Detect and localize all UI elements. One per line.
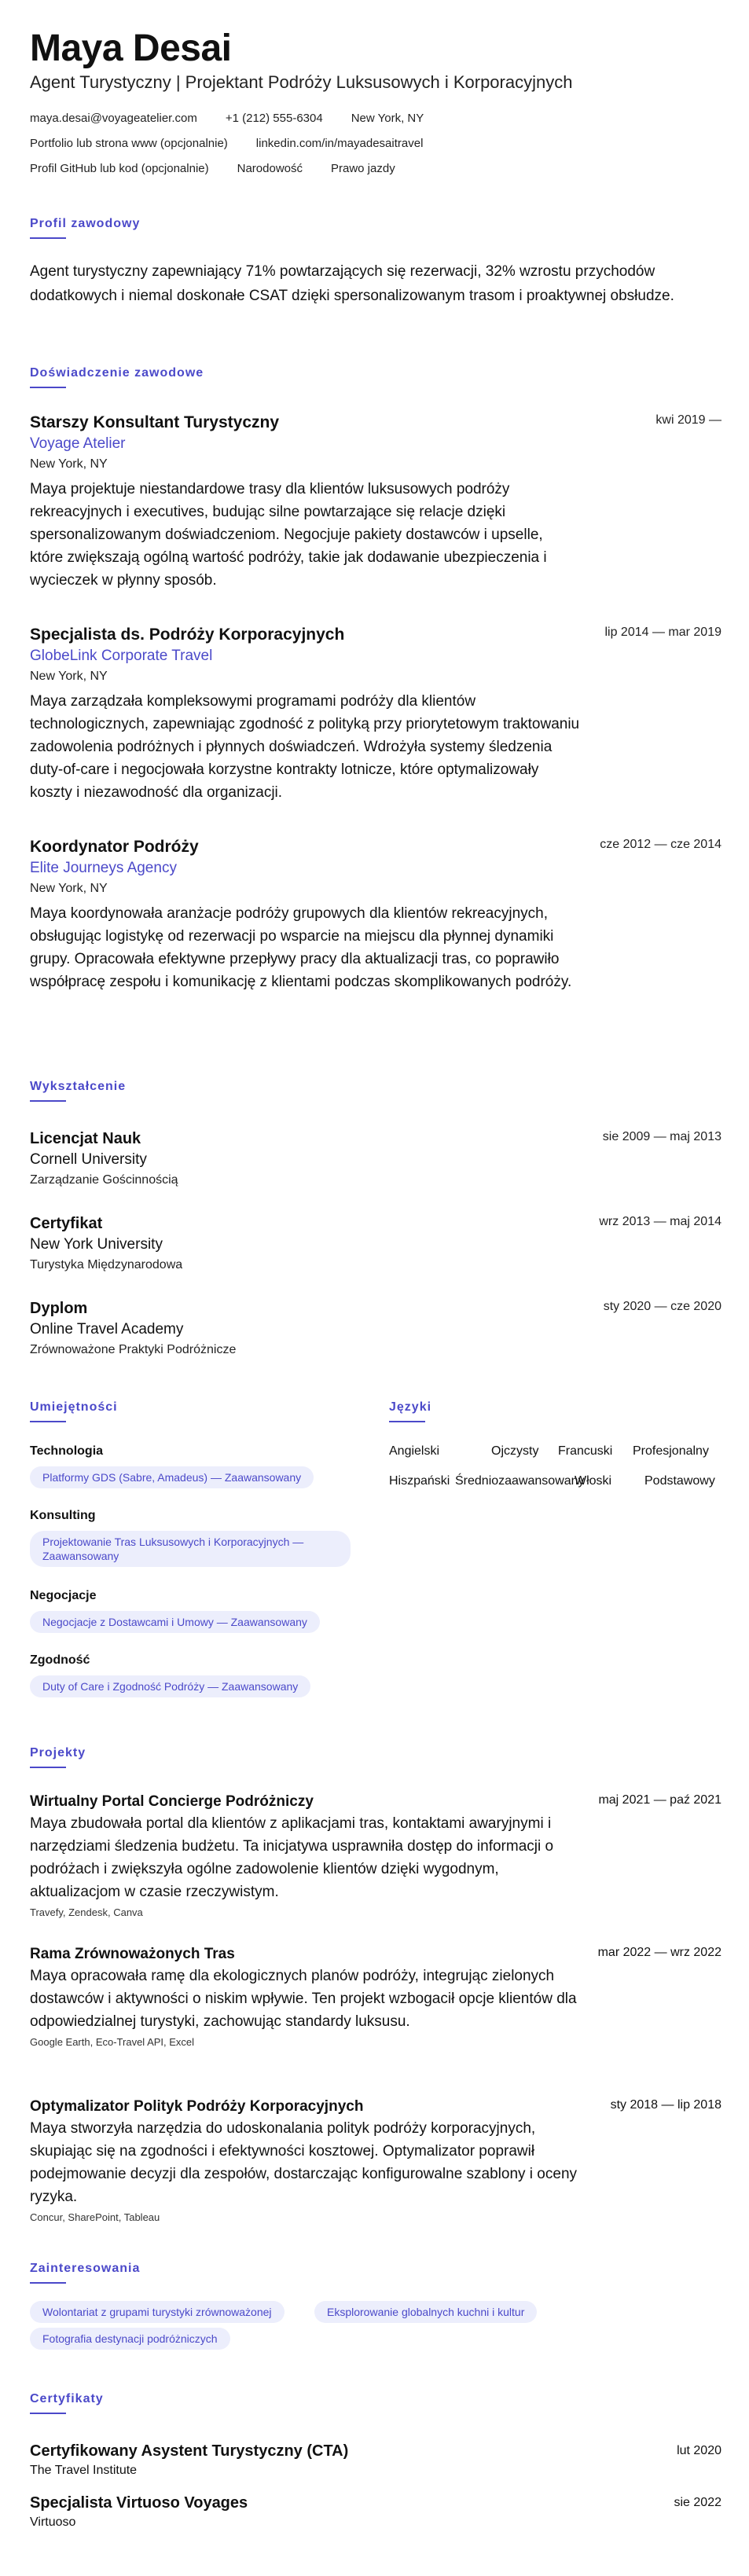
education-date: wrz 2013 — maj 2014 <box>599 1215 721 1228</box>
section-title-skills: Umiejętności <box>30 1400 118 1414</box>
contact-portfolio[interactable]: Portfolio lub strona www (opcjonalnie) <box>30 137 228 150</box>
job-title: Starszy Konsultant Turystyczny <box>30 413 280 431</box>
project-item <box>30 1793 721 1918</box>
education-field: Turystyka Międzynarodowa <box>30 1258 183 1271</box>
contact-nationality: Narodowość <box>237 162 303 175</box>
project-item <box>30 1946 721 2048</box>
job-title: Koordynator Podróży <box>30 838 199 856</box>
language-name: Francuski <box>558 1444 613 1458</box>
section-title-certifications: Certyfikaty <box>30 2392 104 2405</box>
education-item <box>30 1215 721 1272</box>
project-date: sty 2018 — lip 2018 <box>610 2098 721 2112</box>
contact-linkedin[interactable]: linkedin.com/in/mayadesaitravel <box>255 137 424 150</box>
section-rule <box>389 1421 425 1422</box>
language-level: Średniozaawansowany <box>455 1474 585 1488</box>
candidate-tagline: Agent Turystyczny | Projektant Podróży Luksusowych i Korporacyjnych <box>30 72 573 92</box>
education-school: New York University <box>30 1236 163 1253</box>
job-date: lip 2014 — mar 2019 <box>604 626 721 639</box>
project-title: Rama Zrównoważonych Tras <box>30 1946 235 1962</box>
contact-row-3 <box>30 162 395 175</box>
project-date: maj 2021 — paź 2021 <box>598 1793 721 1807</box>
education-item <box>30 1130 721 1187</box>
language-name: Hiszpański <box>389 1474 450 1488</box>
project-description: Maya stworzyła narzędzia do udoskonalania polityk podróży korporacyjnych, skupiając się na zgodności i efektywności kosztowej. Optymalizator poprawił podejmowanie decyzji dla zespołów, dostarczając konfigurowalne szablony i oceny ryzyka. <box>30 2120 578 2205</box>
job-location: New York, NY <box>30 882 108 895</box>
certification-title: Certyfikowany Asystent Turystyczny (CTA) <box>30 2442 349 2460</box>
experience-item <box>30 626 721 804</box>
job-company: Voyage Atelier <box>30 435 126 452</box>
skill-chip: Duty of Care i Zgodność Podróży — Zaawansowany <box>30 1675 310 1697</box>
project-item <box>30 2098 721 2223</box>
section-rule <box>30 2282 66 2284</box>
contact-row-1 <box>30 112 424 125</box>
certification-item <box>30 2494 721 2530</box>
candidate-name: Maya Desai <box>30 28 232 69</box>
project-title: Wirtualny Portal Concierge Podróżniczy <box>30 1793 314 1810</box>
interest-chip: Fotografia destynacji podróżniczych <box>30 2328 230 2350</box>
project-tech: Concur, SharePoint, Tableau <box>30 2211 160 2223</box>
section-rule <box>30 1100 66 1102</box>
job-date: kwi 2019 — <box>655 413 721 427</box>
skill-category: Zgodność <box>30 1653 90 1667</box>
section-title-interests: Zainteresowania <box>30 2262 141 2275</box>
contact-email[interactable]: maya.desai@voyageatelier.com <box>30 112 197 125</box>
job-company: GlobeLink Corporate Travel <box>30 648 213 664</box>
project-tech: Google Earth, Eco-Travel API, Excel <box>30 2036 195 2048</box>
job-location: New York, NY <box>30 670 108 683</box>
skill-category: Konsulting <box>30 1509 96 1522</box>
section-title-projects: Projekty <box>30 1746 86 1760</box>
job-description: Maya projektuje niestandardowe trasy dla klientów luksusowych podróży rekreacyjnych i executives, budując silne powtarzające się relacje dzięki spersonalizowanym doświadczeniom. Negocjuje pakiety dostawców i upselle, które zwiększają ogólną wartość podróży, takie jak dodawanie ubezpieczenia i wycieczek w płynny sposób. <box>30 481 547 589</box>
profile-summary: Agent turystyczny zapewniający 71% powtarzających się rezerwacji, 32% wzrostu przychodów dodatkowych i niemal doskonałe CSAT dzięki spersonalizowanym trasom i proaktywnej obsłudze. <box>30 263 674 304</box>
language-level: Podstawowy <box>644 1474 715 1488</box>
language-name: Angielski <box>389 1444 440 1458</box>
education-date: sty 2020 — cze 2020 <box>603 1300 721 1313</box>
skill-chip: Negocjacje z Dostawcami i Umowy — Zaawansowany <box>30 1611 320 1633</box>
job-date: cze 2012 — cze 2014 <box>600 838 721 851</box>
certification-date: sie 2022 <box>674 2496 721 2509</box>
job-description: Maya zarządzała kompleksowymi programami podróży dla klientów technologicznych, zapewniając zgodność z polityką przy priorytetowym traktowaniu zadowolenia podróżnych i płynnych doświadczeń. Wdrożyła systemy śledzenia duty-of-care i negocjowała korzystne kontrakty lotnicze, które optymalizowały koszty i niezawodność dla organizacji. <box>30 693 580 801</box>
contact-github[interactable]: Profil GitHub lub kod (opcjonalnie) <box>30 162 209 175</box>
section-title-languages: Języki <box>389 1400 432 1414</box>
contact-row-2 <box>30 137 423 150</box>
job-description: Maya koordynowała aranżacje podróży grupowych dla klientów rekreacyjnych, obsługując logistykę od rezerwacji po wsparcie na miejscu dla płynnej dynamiki grupy. Opracowała efektywne przepływy pracy dla aktualizacji tras, co poprawiło współpracę zespołu i komunikację z klientami podczas skomplikowanych podróży. <box>30 905 572 990</box>
education-item <box>30 1300 721 1357</box>
section-rule <box>30 2413 66 2414</box>
interest-chip: Eksplorowanie globalnych kuchni i kultur <box>314 2301 537 2323</box>
project-description: Maya zbudowała portal dla klientów z aplikacjami tras, kontaktami awaryjnymi i narzędziami śledzenia budżetu. Ta inicjatywa usprawniła dostęp do informacji o podróżach i zwiększyła ogólne zadowolenie klientów dzięki wygodnym, aktualizacjom w czasie rzeczywistym. <box>30 1815 554 1900</box>
contact-location: New York, NY <box>351 112 424 125</box>
project-tech: Travefy, Zendesk, Canva <box>30 1906 143 1918</box>
experience-item <box>30 413 721 592</box>
skill-category: Technologia <box>30 1444 104 1458</box>
section-rule <box>30 1767 66 1768</box>
section-rule <box>30 1421 66 1422</box>
language-level: Ojczysty <box>491 1444 539 1458</box>
education-date: sie 2009 — maj 2013 <box>602 1130 721 1143</box>
project-date: mar 2022 — wrz 2022 <box>597 1946 721 1959</box>
education-school: Cornell University <box>30 1151 147 1168</box>
section-rule <box>30 387 66 388</box>
section-rule <box>30 237 66 239</box>
project-description: Maya opracowała ramę dla ekologicznych planów podróży, integrując zielonych dostawców i aktywności o niskim wpływie. Ten projekt wzbogacił opcje klientów dla odpowiedzialnej turystyki, zachowując standardy luksusu. <box>30 1968 577 2030</box>
section-title-education: Wykształcenie <box>30 1080 127 1093</box>
language-level: Profesjonalny <box>633 1444 709 1458</box>
skill-chip: Projektowanie Tras Luksusowych i Korporacyjnych — Zaawansowany <box>30 1531 351 1567</box>
skill-category: Negocjacje <box>30 1589 97 1602</box>
job-title: Specjalista ds. Podróży Korporacyjnych <box>30 626 345 644</box>
contact-license: Prawo jazdy <box>331 162 395 175</box>
education-field: Zrównoważone Praktyki Podróżnicze <box>30 1343 237 1356</box>
interest-chip: Wolontariat z grupami turystyki zrównoważonej <box>30 2301 285 2323</box>
education-field: Zarządzanie Gościnnością <box>30 1173 178 1187</box>
certification-date: lut 2020 <box>677 2444 721 2457</box>
skill-chip: Platformy GDS (Sabre, Amadeus) — Zaawansowany <box>30 1466 314 1488</box>
certification-org: Virtuoso <box>30 2515 76 2529</box>
certification-item <box>30 2442 721 2478</box>
section-title-experience: Doświadczenie zawodowe <box>30 366 204 380</box>
language-name: Włoski <box>575 1474 612 1488</box>
section-title-profile: Profil zawodowy <box>30 217 141 230</box>
education-school: Online Travel Academy <box>30 1321 184 1338</box>
certification-org: The Travel Institute <box>30 2464 138 2477</box>
education-degree: Licencjat Nauk <box>30 1130 141 1147</box>
contact-phone[interactable]: +1 (212) 555-6304 <box>225 112 323 125</box>
job-location: New York, NY <box>30 457 108 471</box>
experience-item <box>30 838 721 993</box>
project-title: Optymalizator Polityk Podróży Korporacyjnych <box>30 2098 364 2115</box>
education-degree: Dyplom <box>30 1300 88 1317</box>
education-degree: Certyfikat <box>30 1215 103 1232</box>
job-company: Elite Journeys Agency <box>30 860 177 876</box>
certification-title: Specjalista Virtuoso Voyages <box>30 2494 248 2512</box>
